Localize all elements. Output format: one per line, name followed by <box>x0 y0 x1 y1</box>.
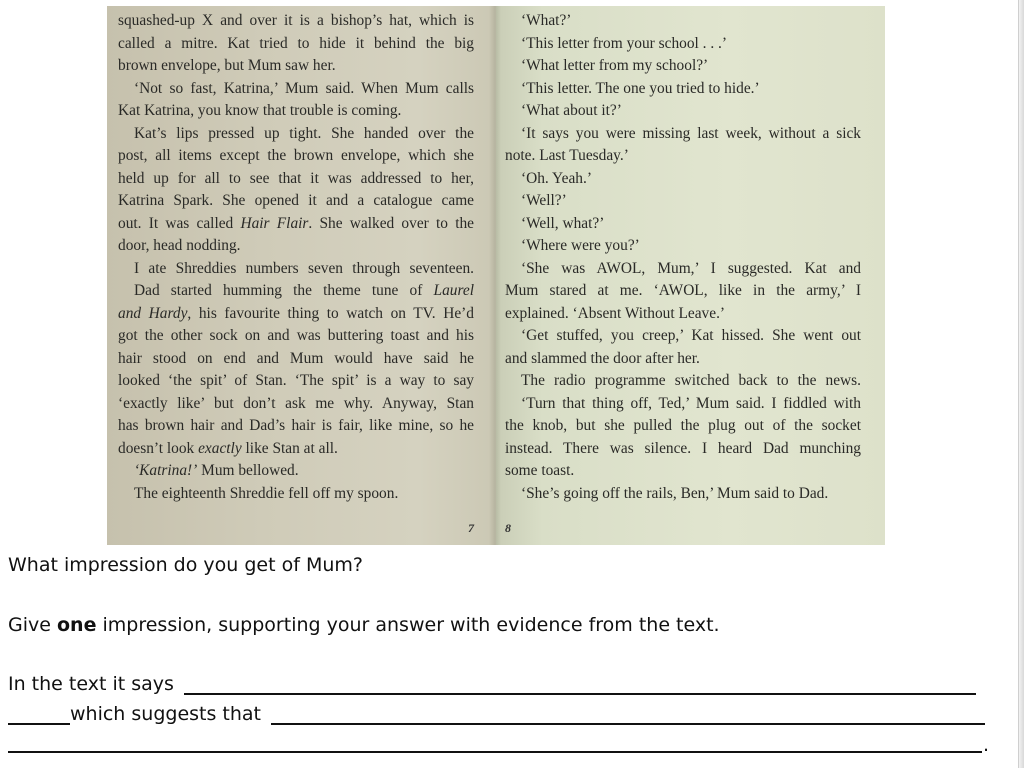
prompt-which-suggests: which suggests that <box>70 703 262 725</box>
text-line: ‘This letter from your school . . .’ <box>521 34 728 52</box>
text-line: explained. ‘Absent Without Leave.’ <box>505 304 726 322</box>
book-gutter <box>489 6 501 545</box>
answer-blank-3[interactable] <box>271 703 985 725</box>
text-line: Kat’s lips pressed up tight. She handed over the <box>134 124 474 142</box>
answer-end-mark: . <box>983 734 990 756</box>
text-line: Kat Katrina, you know that trouble is coming. <box>118 102 402 119</box>
text-line: note. Last Tuesday.’ <box>505 147 629 164</box>
text-line: and Hardy, his favourite thing to watch on TV. He’d <box>118 304 474 322</box>
text-line: doesn’t look exactly like Stan at all. <box>118 439 338 457</box>
window-edge <box>1018 0 1024 768</box>
instruction-end: impression, supporting your answer with evidence from the text. <box>96 614 720 636</box>
answer-blank-2[interactable] <box>8 703 70 725</box>
prompt-in-the-text: In the text it says <box>8 673 174 695</box>
question-text: What impression do you get of Mum? <box>8 554 363 576</box>
text-line: some toast. <box>505 462 575 479</box>
text-line: ‘Well, what?’ <box>521 214 605 232</box>
left-page-text <box>118 10 474 505</box>
text-line: post, all items except the brown envelope, which she <box>118 147 474 164</box>
text-line: called a mitre. Kat tried to hide it behind the big <box>118 34 474 52</box>
instruction-text <box>8 614 720 636</box>
text-line: looked ‘the spit’ of Stan. ‘The spit’ is a way to say <box>118 372 474 389</box>
instruction-emphasis: one <box>56 614 97 636</box>
text-line: ‘She was AWOL, Mum,’ I suggested. Kat and <box>521 259 861 277</box>
text-line: I ate Shreddies numbers seven through seventeen. <box>134 259 474 277</box>
text-line: ‘Katrina!’ Mum bellowed. <box>134 462 299 479</box>
text-line: Katrina Spark. She opened it and a catalogue came <box>118 192 474 209</box>
right-page-text <box>505 10 861 505</box>
book-page-right <box>496 6 885 545</box>
text-line: ‘Oh. Yeah.’ <box>521 169 592 187</box>
text-line: ‘What about it?’ <box>521 102 622 119</box>
text-line: Mum stared at me. ‘AWOL, like in the army,’ I <box>505 282 861 299</box>
text-line: ‘She’s going off the rails, Ben,’ Mum said to Dad. <box>521 484 829 502</box>
text-line: got the other sock on and was buttering toast and his <box>118 327 474 344</box>
text-line: Dad started humming the theme tune of Laurel <box>134 282 474 299</box>
book-scan <box>107 6 885 545</box>
answer-line-2 <box>8 703 988 725</box>
answer-blank-4[interactable] <box>8 750 982 753</box>
text-line: has brown hair and Dad’s hair is fair, like mine, so he <box>118 417 474 434</box>
text-line: held up for all to see that it was addressed to her, <box>118 169 474 187</box>
text-line: hair stood on end and Mum would have said he <box>118 349 474 367</box>
text-line: The radio programme switched back to the news. <box>521 372 861 389</box>
text-line: ‘Turn that thing off, Ted,’ Mum said. I fiddled with <box>521 394 861 412</box>
text-line: ‘Where were you?’ <box>521 237 640 254</box>
text-line: instead. There was silence. I heard Dad munching <box>505 439 861 457</box>
answer-line-1 <box>8 673 988 695</box>
text-line: and slammed the door after her. <box>505 349 700 367</box>
text-line: ‘Get stuffed, you creep,’ Kat hissed. She went out <box>521 327 861 344</box>
text-line: the knob, but she pulled the plug out of the socket <box>505 417 861 434</box>
text-line: ‘What letter from my school?’ <box>521 57 709 74</box>
text-line: ‘Not so fast, Katrina,’ Mum said. When Mum calls <box>134 79 474 97</box>
page-number-right: 8 <box>505 520 511 535</box>
text-line: ‘This letter. The one you tried to hide.’ <box>521 79 760 97</box>
text-line: door, head nodding. <box>118 237 241 254</box>
text-line: ‘It says you were missing last week, without a sick <box>521 124 861 142</box>
book-page-left <box>107 6 496 545</box>
text-line: ‘Well?’ <box>521 192 567 209</box>
text-line: ‘exactly like’ but don’t ask me why. Anyway, Stan <box>118 394 474 412</box>
instruction-start: Give <box>8 614 57 636</box>
page-number-left: 7 <box>468 520 474 535</box>
answer-blank-1[interactable] <box>184 673 976 695</box>
text-line: out. It was called Hair Flair. She walked over to the <box>118 214 474 232</box>
text-line: brown envelope, but Mum saw her. <box>118 57 336 74</box>
text-line: The eighteenth Shreddie fell off my spoon. <box>134 484 399 502</box>
text-line: ‘What?’ <box>521 12 572 29</box>
text-line: squashed-up X and over it is a bishop’s hat, which is <box>118 12 474 29</box>
